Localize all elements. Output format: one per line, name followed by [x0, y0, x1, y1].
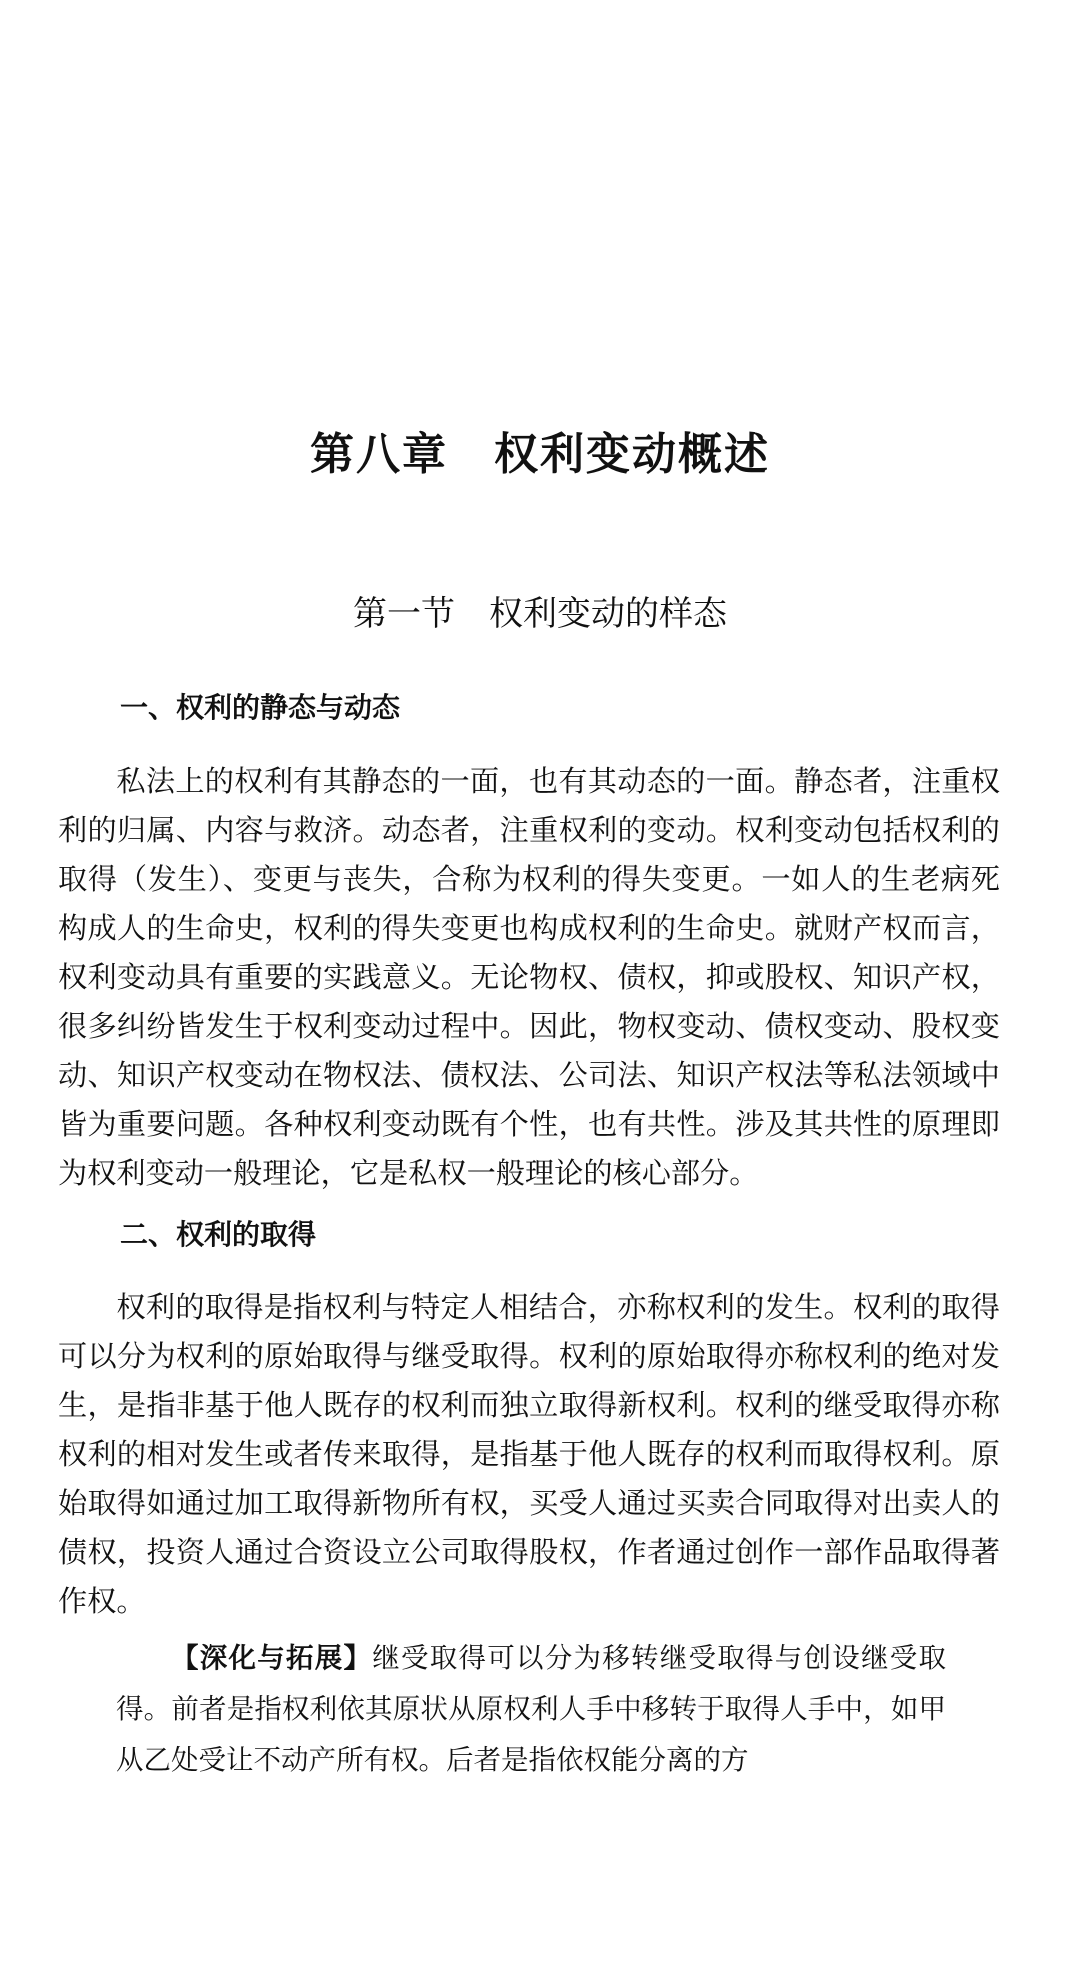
section1-heading: 一、权利的静态与动态 [120, 691, 401, 724]
deepening-label: 【深化与拓展】 [171, 1642, 373, 1674]
section-title: 第一节 权利变动的样态 [353, 594, 727, 634]
deepening-text: 继受取得可以分为移转继受取得与创设继受取得。前者是指权利依其原状从原权利人手中移转于取得人手中，如甲从乙处受让不动产所有权。后者是指依权能分离的方 [116, 1642, 946, 1776]
section1-paragraph: 私法上的权利有其静态的一面，也有其动态的一面。静态者，注重权利的归属、内容与救济。动态者，注重权利的变动。权利变动包括权利的取得（发生）、变更与丧失，合称为权利的得失变更。一如人的生老病死构成人的生命史，权利的得失变更也构成权利的生命史。就财产权而言，权利变动具有重要的实践意义。无论物权、债权，抑或股权、知识产权，很多纠纷皆发生于权利变动过程中。因此，物权变动、债权变动、股权变动、知识产权变动在物权法、债权法、公司法、知识产权法等私法领域中皆为重要问题。各种权利变动既有个性，也有共性。涉及其共性的原理即为权利变动一般理论，它是私权一般理论的核心部分。 [58, 764, 1000, 1190]
chapter-title: 第八章 权利变动概述 [310, 429, 770, 480]
section2-paragraph: 权利的取得是指权利与特定人相结合，亦称权利的发生。权利的取得可以分为权利的原始取得与继受取得。权利的原始取得亦称权利的绝对发生，是指非基于他人既存的权利而独立取得新权利。权利的继受取得亦称权利的相对发生或者传来取得，是指基于他人既存的权利而取得权利。原始取得如通过加工取得新物所有权，买受人通过买卖合同取得对出卖人的债权，投资人通过合资设立公司取得股权，作者通过创作一部作品取得著作权。 [58, 1290, 1000, 1618]
deepening-paragraph [116, 1633, 946, 1786]
section2-heading: 二、权利的取得 [120, 1218, 317, 1251]
